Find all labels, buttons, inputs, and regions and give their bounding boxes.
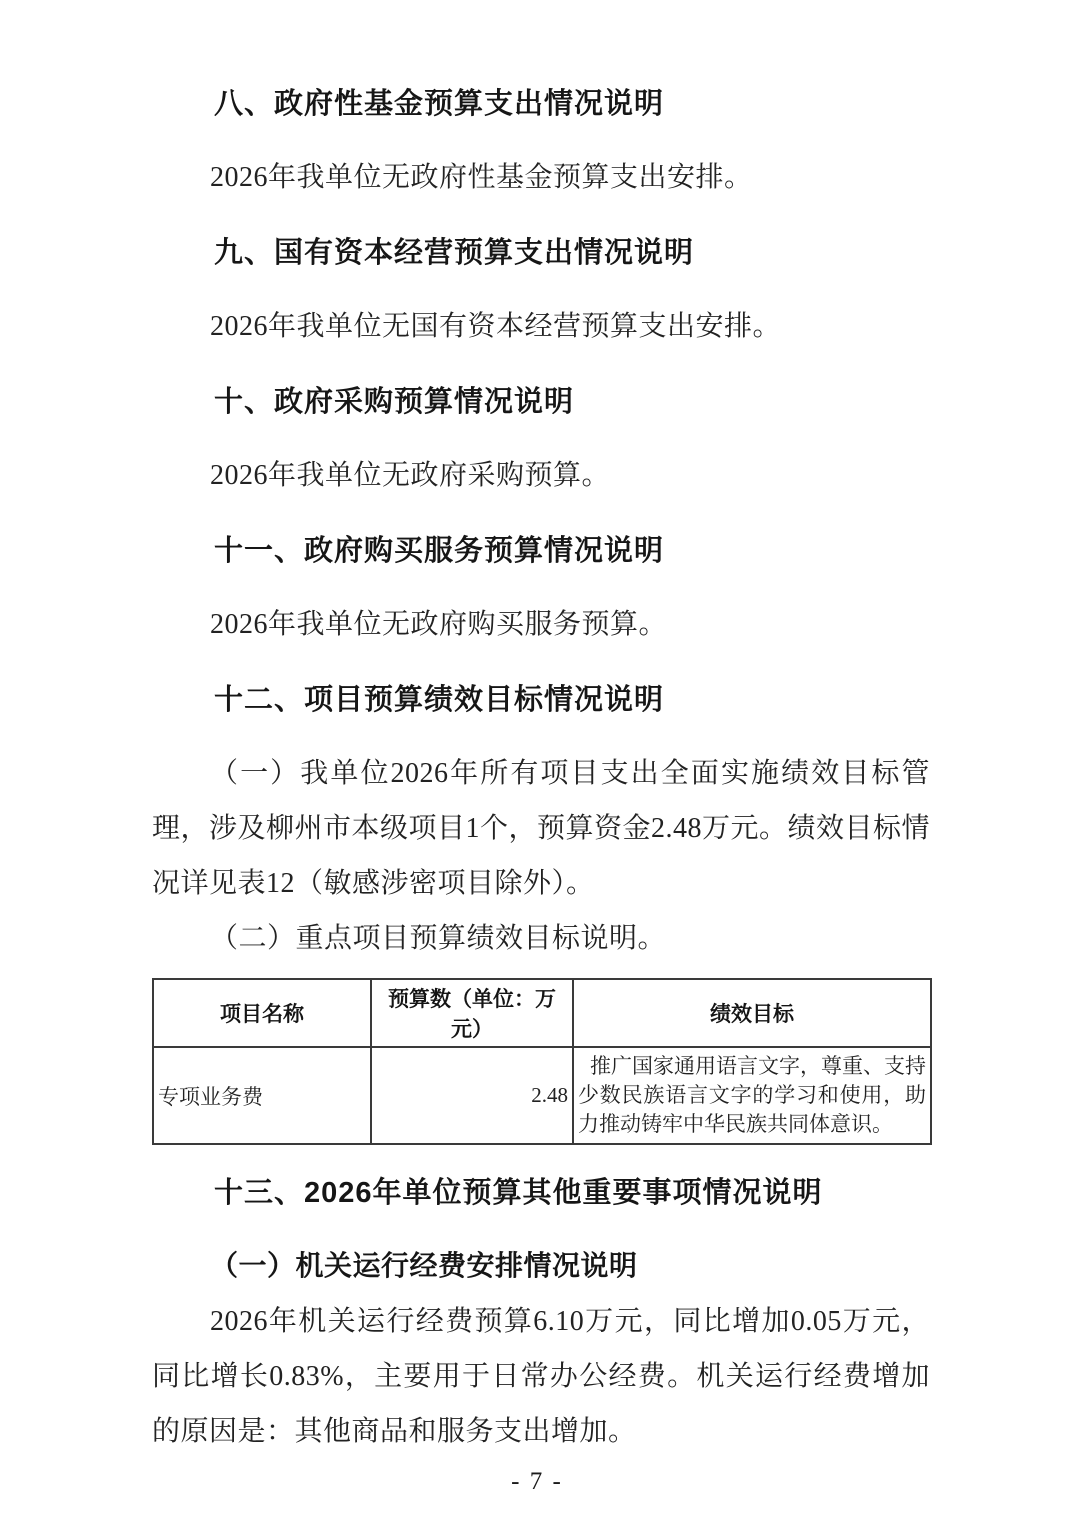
section-8-heading: 八、政府性基金预算支出情况说明: [214, 88, 665, 120]
table-row: [153, 1047, 931, 1144]
section-12-heading: 十二、项目预算绩效目标情况说明: [214, 684, 665, 716]
section-12-paragraph-2: （二）重点项目预算绩效目标说明。: [210, 923, 667, 954]
table-cell-target-text: 推广国家通用语言文字，尊重、支持少数民族语言文字的学习和使用，助力推动铸牢中华民族共同体意识。: [578, 1054, 926, 1136]
section-13-sub-1-heading: （一）机关运行经费安排情况说明: [210, 1251, 638, 1282]
section-13-heading: 十三、2026年单位预算其他重要事项情况说明: [214, 1177, 823, 1209]
table-header-row: [153, 979, 931, 1047]
section-12-paragraph-1: （一）我单位2026年所有项目支出全面实施绩效目标管理，涉及柳州市本级项目1个，预算资金2.48万元。绩效目标情况详见表12（敏感涉密项目除外）。: [152, 758, 931, 899]
section-8-paragraph: 2026年我单位无政府性基金预算支出安排。: [210, 162, 753, 193]
section-9-heading: 九、国有资本经营预算支出情况说明: [214, 237, 695, 269]
section-10-paragraph: 2026年我单位无政府采购预算。: [210, 460, 611, 491]
section-10-heading: 十、政府采购预算情况说明: [214, 386, 575, 418]
document-body: [152, 88, 930, 1459]
page-number: - 7 -: [511, 1468, 563, 1495]
section-13-sub-1-paragraph: 2026年机关运行经费预算6.10万元，同比增加0.05万元，同比增长0.83%，主要用于日常办公经费。机关运行经费增加的原因是：其他商品和服务支出增加。: [152, 1306, 930, 1447]
table-header-target: 绩效目标: [573, 979, 931, 1047]
table-header-project-name: 项目名称: [153, 979, 371, 1047]
performance-target-table: [152, 978, 932, 1145]
table-cell-budget: 2.48: [371, 1047, 573, 1144]
section-9-paragraph: 2026年我单位无国有资本经营预算支出安排。: [210, 311, 782, 342]
table-cell-target: [573, 1047, 931, 1144]
section-11-paragraph: 2026年我单位无政府购买服务预算。: [210, 609, 668, 640]
table-cell-project-name: 专项业务费: [153, 1047, 371, 1144]
table-header-budget: 预算数（单位：万元）: [371, 979, 573, 1047]
section-11-heading: 十一、政府购买服务预算情况说明: [214, 535, 665, 567]
